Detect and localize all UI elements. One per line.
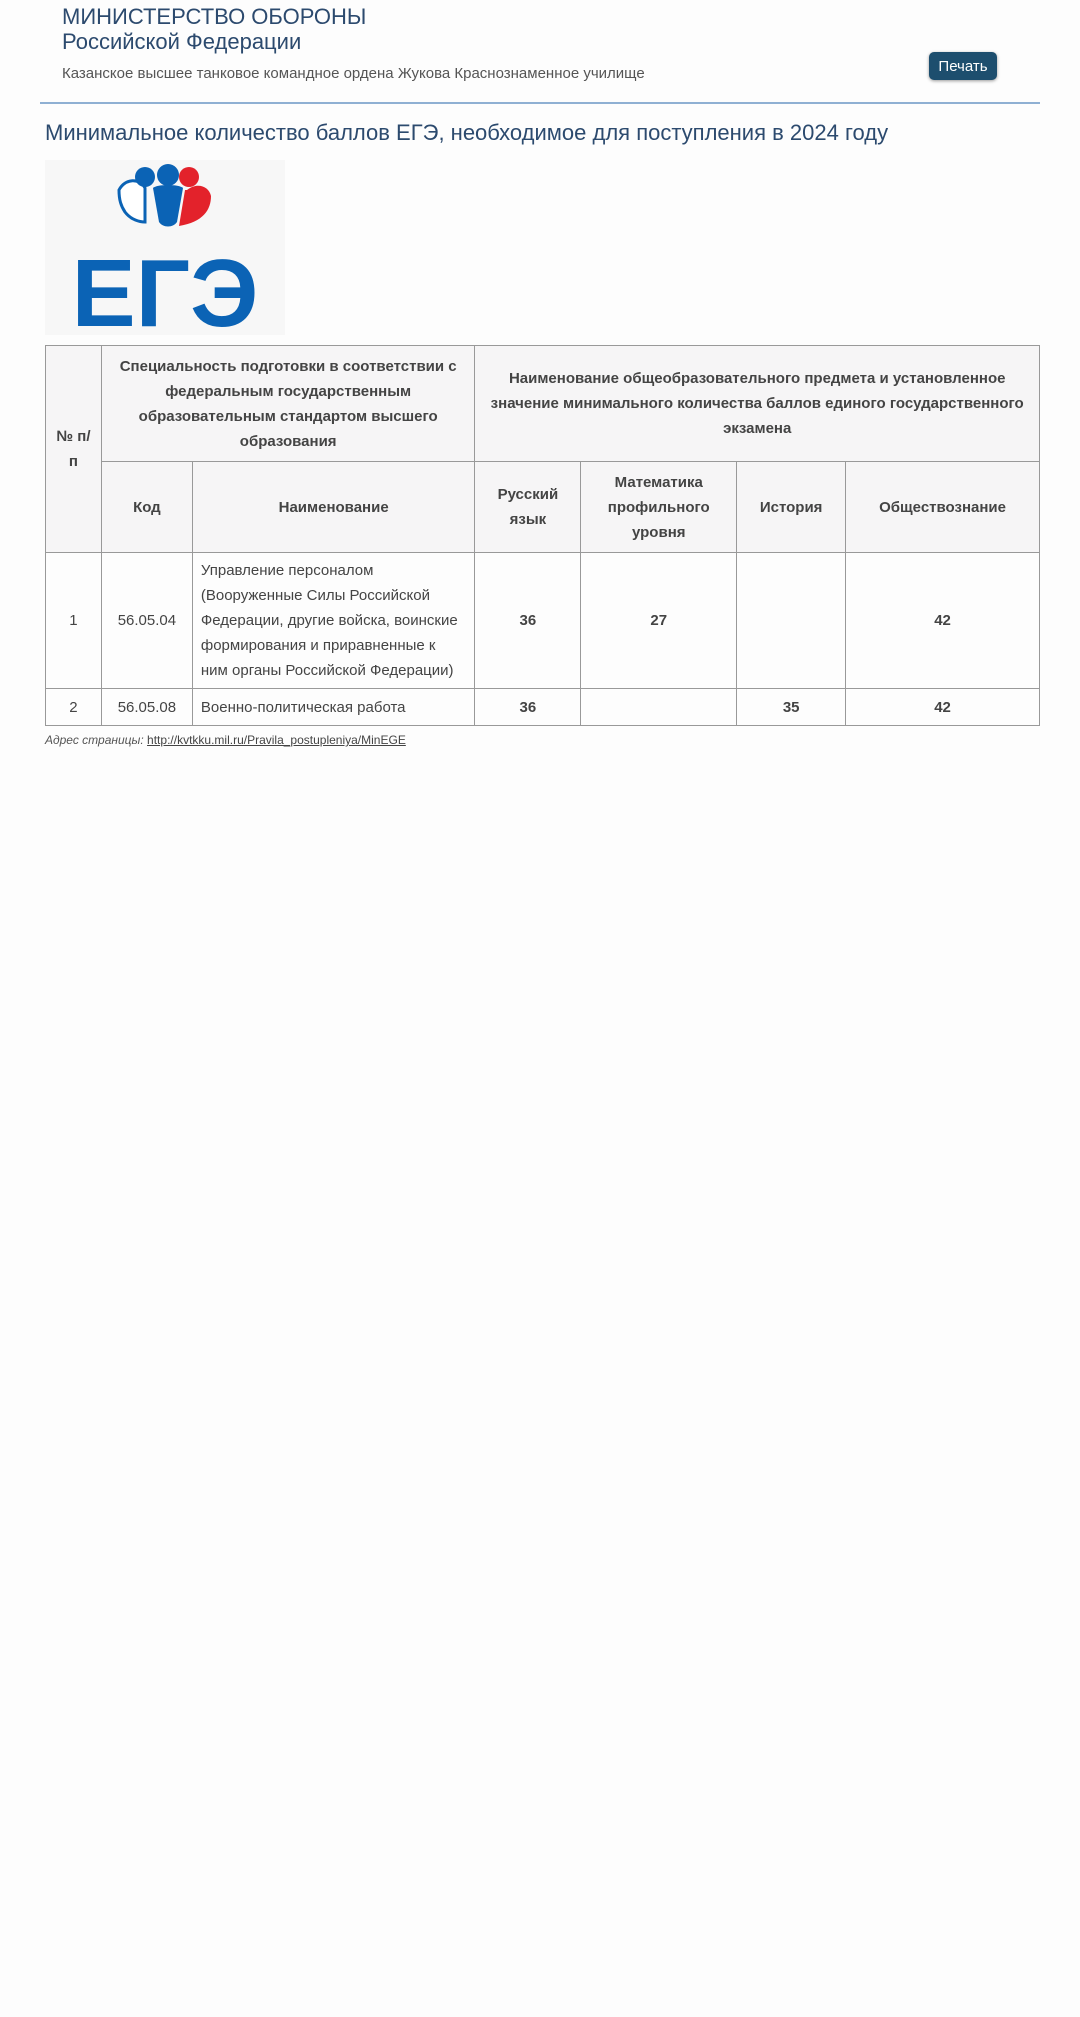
spec-group-header: Специальность подготовки в соответствии с федеральным государственным образовательным стандартом высшего образования	[101, 346, 475, 462]
ministry-title: МИНИСТЕРСТВО ОБОРОНЫ	[62, 4, 367, 29]
col-code-header: Код	[101, 462, 192, 553]
page-header	[40, 0, 1040, 104]
row-math: 27	[581, 553, 737, 689]
row-social: 42	[846, 689, 1040, 726]
school-name: Казанское высшее танковое командное ордена Жукова Краснознаменное училище	[62, 65, 645, 82]
row-social: 42	[846, 553, 1040, 689]
ege-scores-table	[45, 345, 1040, 726]
col-social-header: Обществознание	[846, 462, 1040, 553]
row-math	[581, 689, 737, 726]
ministry-subtitle: Российской Федерации	[62, 29, 302, 54]
row-num: 2	[46, 689, 102, 726]
ege-logo	[45, 160, 285, 335]
print-button[interactable]: Печать	[929, 52, 997, 80]
logo-text: ЕГЭ	[71, 240, 259, 335]
table-row	[46, 553, 1040, 689]
page-address-link[interactable]: http://kvtkku.mil.ru/Pravila_postupleniya/MinEGE	[147, 733, 406, 747]
table-row	[46, 689, 1040, 726]
col-russian-header: Русский язык	[475, 462, 581, 553]
col-history-header: История	[737, 462, 846, 553]
row-history: 35	[737, 689, 846, 726]
row-russian: 36	[475, 689, 581, 726]
row-russian: 36	[475, 553, 581, 689]
page-title: Минимальное количество баллов ЕГЭ, необходимое для поступления в 2024 году	[45, 120, 889, 145]
row-name: Управление персоналом (Вооруженные Силы Российской Федерации, другие войска, воинские формирования и приравненные к ним органы Российской Федерации)	[192, 553, 475, 689]
col-math-header: Математика профильного уровня	[581, 462, 737, 553]
row-code: 56.05.04	[101, 553, 192, 689]
row-code: 56.05.08	[101, 689, 192, 726]
row-num: 1	[46, 553, 102, 689]
row-history	[737, 553, 846, 689]
subject-group-header: Наименование общеобразовательного предмета и установленное значение минимального количества баллов единого государственного экзамена	[475, 346, 1040, 462]
page-address	[45, 733, 406, 747]
col-name-header: Наименование	[192, 462, 475, 553]
row-name: Военно-политическая работа	[192, 689, 475, 726]
col-num-header: № п/п	[46, 346, 102, 553]
page-address-label: Адрес страницы:	[45, 733, 144, 747]
